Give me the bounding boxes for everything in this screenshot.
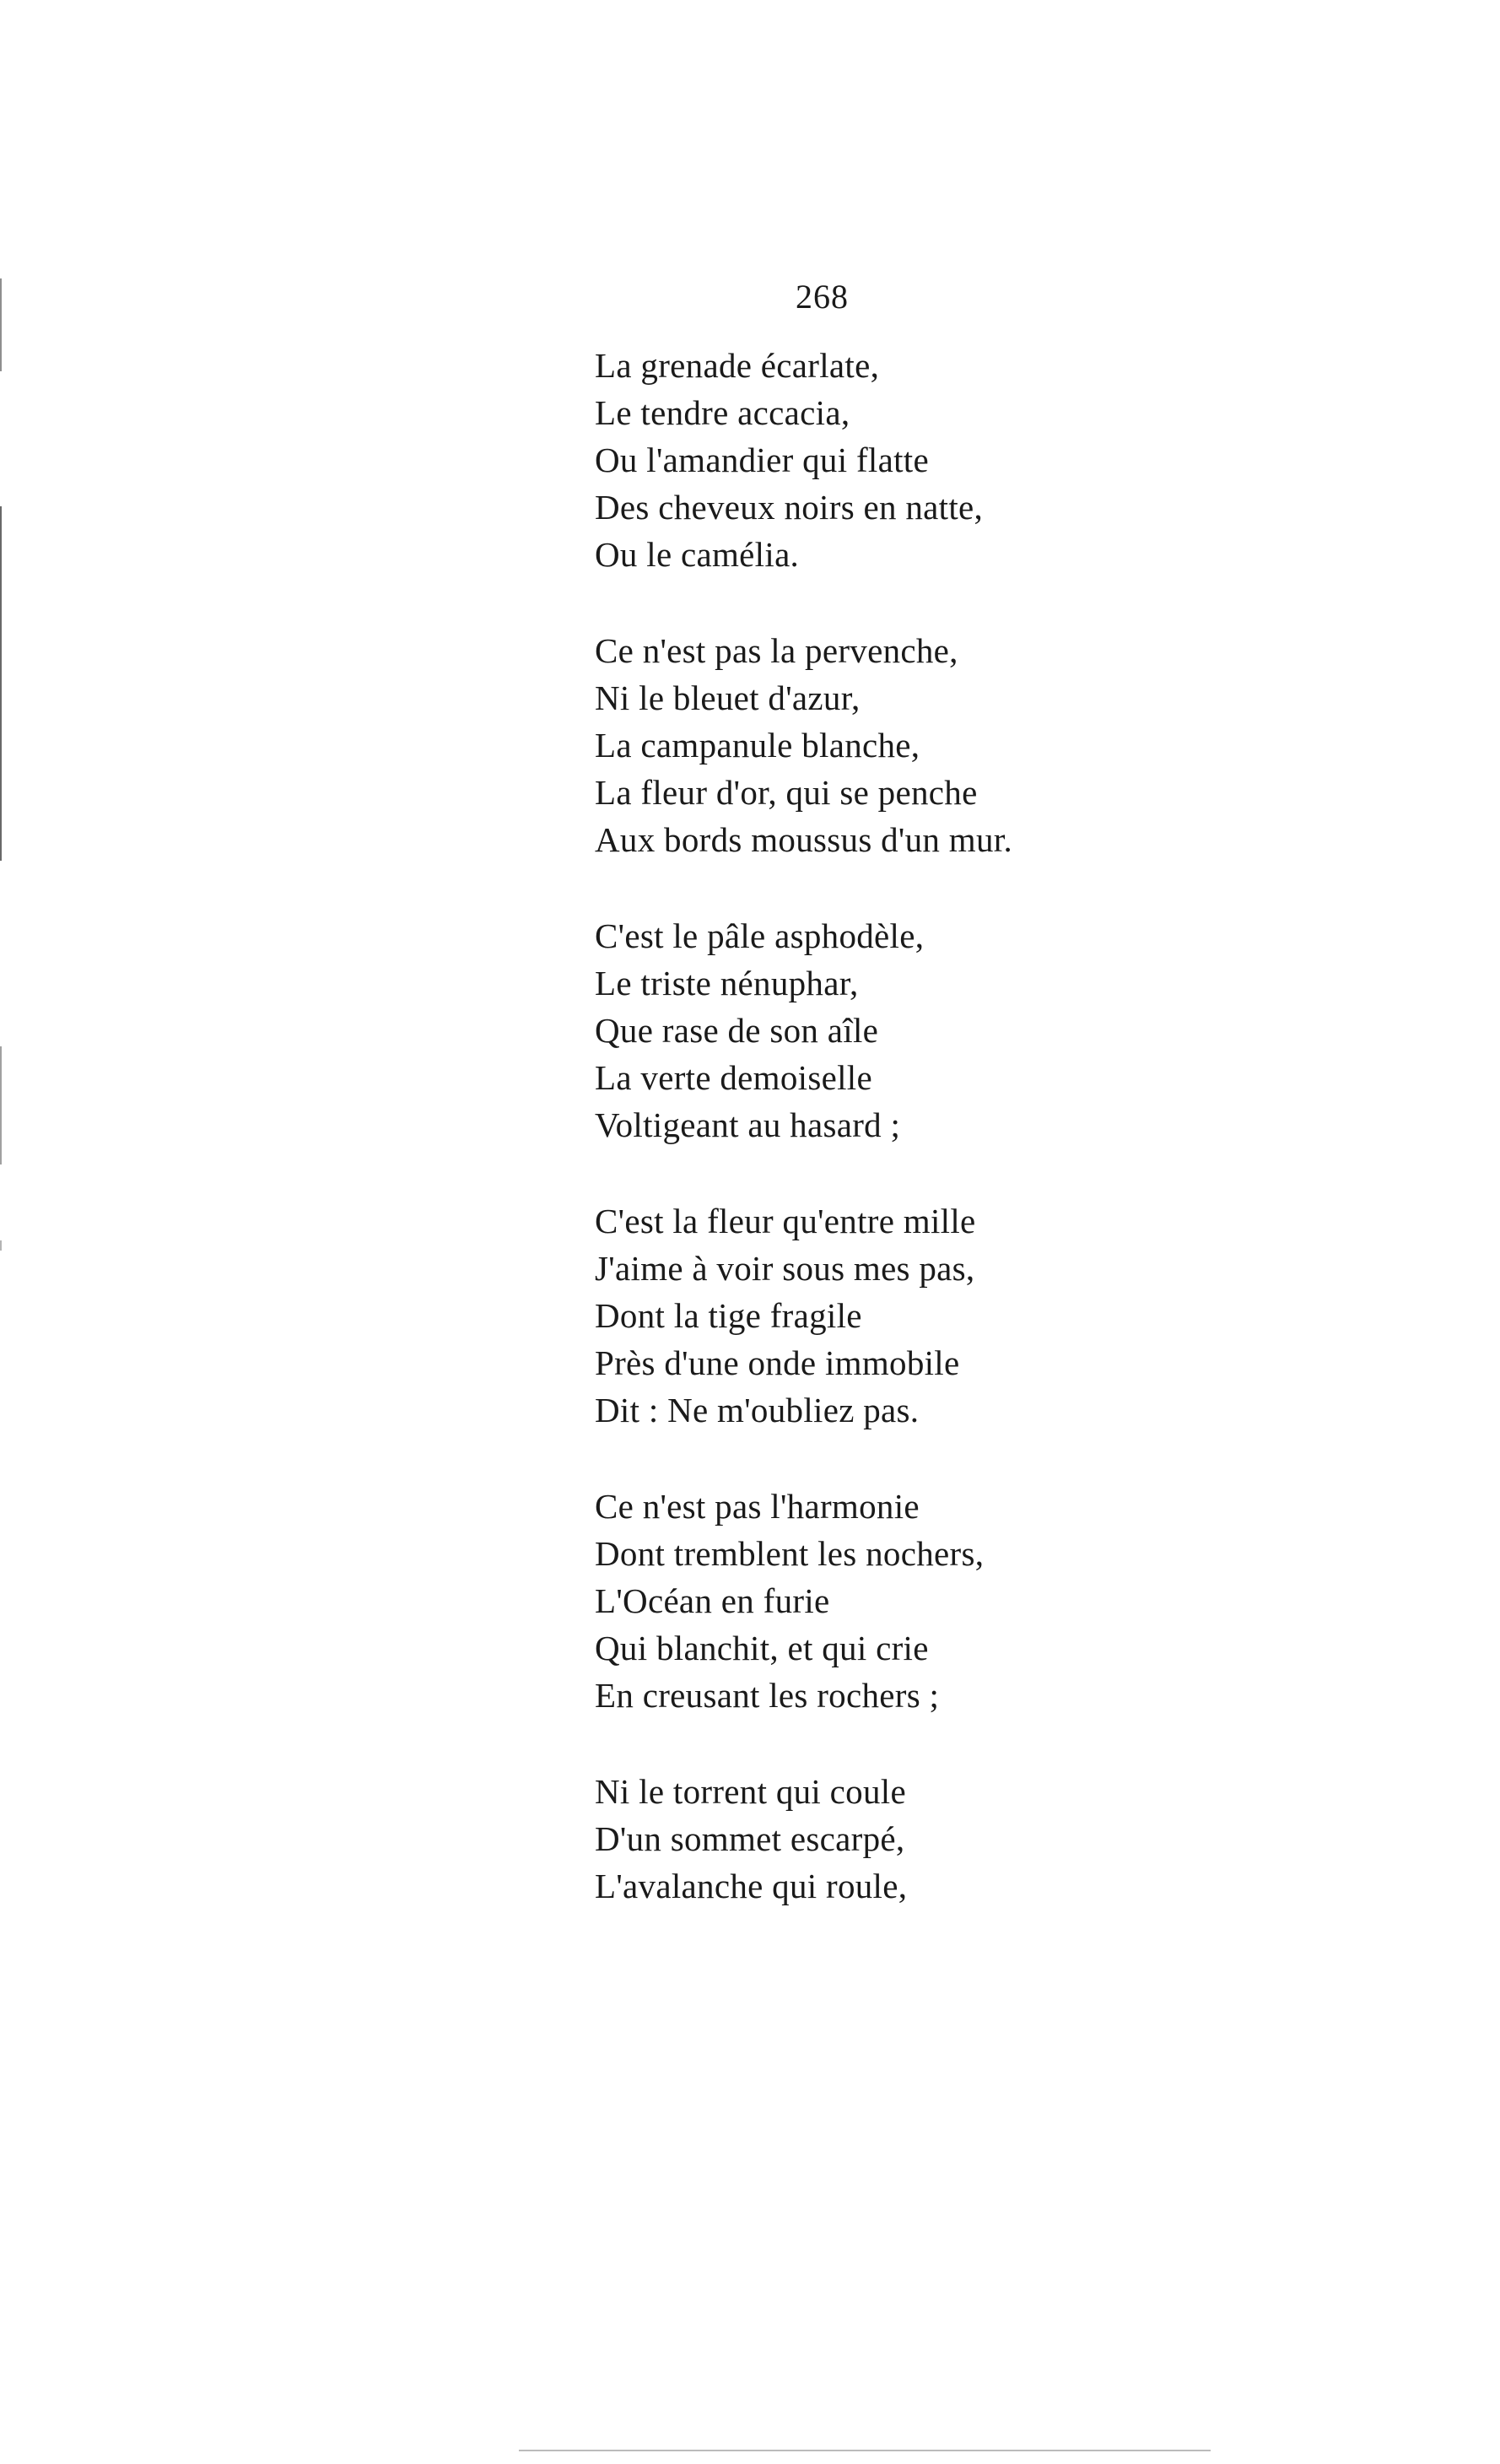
scan-edge-mark	[0, 506, 2, 861]
verse-line: La verte demoiselle	[595, 1058, 872, 1097]
verse-line: Ou le camélia.	[595, 535, 800, 574]
verse-line: Dont la tige fragile	[595, 1296, 862, 1335]
scan-edge-mark	[0, 278, 2, 371]
verse-line: Ni le bleuet d'azur,	[595, 678, 861, 717]
stanza	[595, 342, 1012, 578]
verse-line: L'Océan en furie	[595, 1581, 830, 1620]
verse-line: Ou l'amandier qui flatte	[595, 440, 929, 479]
stanza	[595, 1197, 1012, 1434]
scan-bottom-rule	[519, 2450, 1211, 2451]
stanza	[595, 912, 1012, 1148]
verse-line: Ni le torrent qui coule	[595, 1772, 906, 1811]
verse-line: Voltigeant au hasard ;	[595, 1105, 901, 1144]
verse-line: En creusant les rochers ;	[595, 1676, 940, 1715]
verse-line: J'aime à voir sous mes pas,	[595, 1249, 975, 1288]
verse-line: Des cheveux noirs en natte,	[595, 488, 984, 527]
verse-line: Le tendre accacia,	[595, 393, 850, 432]
verse-line: La fleur d'or, qui se penche	[595, 773, 978, 812]
verse-line: Qui blanchit, et qui crie	[595, 1629, 929, 1667]
verse-line: C'est la fleur qu'entre mille	[595, 1202, 976, 1240]
verse-line: La campanule blanche,	[595, 726, 920, 765]
stanza	[595, 627, 1012, 863]
verse-line: Aux bords moussus d'un mur.	[595, 820, 1012, 859]
poem-text	[595, 342, 1012, 1910]
verse-line: Dit : Ne m'oubliez pas.	[595, 1391, 920, 1429]
verse-line: La grenade écarlate,	[595, 346, 880, 385]
page-number: 268	[796, 278, 849, 316]
stanza	[595, 1768, 1012, 1910]
verse-line: D'un sommet escarpé,	[595, 1819, 905, 1858]
verse-line: Ce n'est pas la pervenche,	[595, 631, 958, 670]
verse-line: Ce n'est pas l'harmonie	[595, 1487, 920, 1526]
verse-line: Près d'une onde immobile	[595, 1343, 960, 1382]
scan-edge-mark	[0, 1046, 2, 1164]
verse-line: Le triste nénuphar,	[595, 964, 859, 1002]
verse-line: Que rase de son aîle	[595, 1011, 879, 1050]
scan-edge-mark	[0, 1240, 2, 1251]
verse-line: Dont tremblent les nochers,	[595, 1534, 985, 1573]
stanza	[595, 1483, 1012, 1719]
verse-line: L'avalanche qui roule,	[595, 1867, 908, 1905]
verse-line: C'est le pâle asphodèle,	[595, 916, 925, 955]
